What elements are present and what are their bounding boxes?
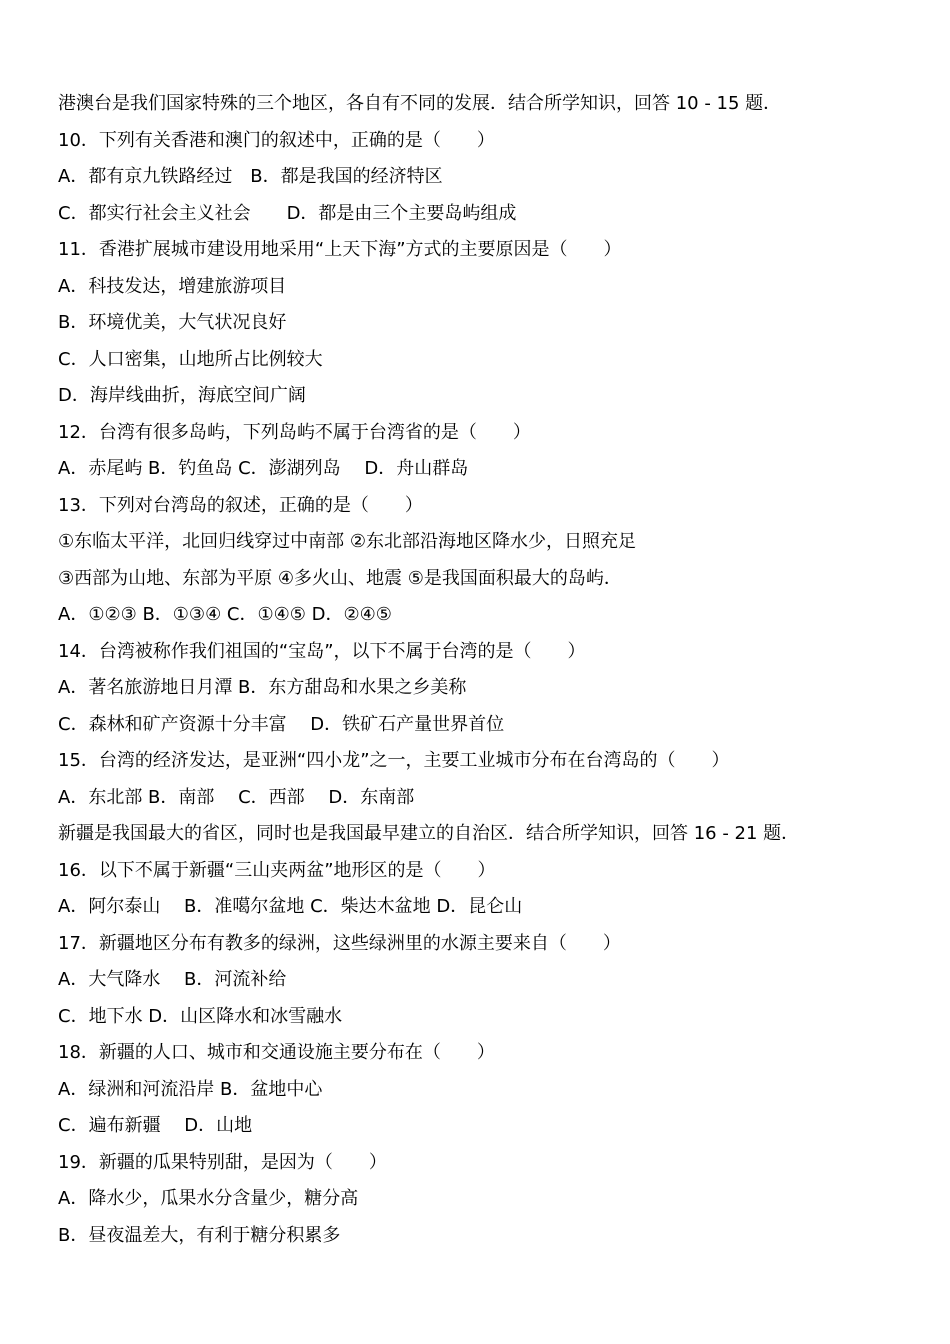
question-11-option-b: B．环境优美，大气状况良好 [58,312,287,333]
question-19-option-a: A．降水少，瓜果水分含量少，糖分高 [58,1188,359,1209]
document-page [58,86,918,1254]
question-12: 12．台湾有很多岛屿，下列岛屿不属于台湾省的是（ ） [58,421,531,443]
intro-xinjiang: 新疆是我国最大的省区，同时也是我国最早建立的自治区．结合所学知识，回答 16 - 21 题． [58,823,800,844]
question-19: 19．新疆的瓜果特别甜，是因为（ ） [58,1151,387,1173]
question-16: 16．以下不属于新疆“三山夹两盆”地形区的是（ ） [58,859,496,881]
question-13-statements-1: ①东临太平洋，北回归线穿过中南部 ②东北部沿海地区降水少，日照充足 [58,531,636,552]
question-11-option-c: C．人口密集，山地所占比例较大 [58,348,323,370]
question-11: 11．香港扩展城市建设用地采用“上天下海”方式的主要原因是（ ） [58,239,622,260]
question-13-options: A．①②③ B．①③④ C．①④⑤ D．②④⑤ [58,604,392,625]
question-10: 10．下列有关香港和澳门的叙述中，正确的是（ ） [58,129,495,151]
question-17-options-ab: A．大气降水 B．河流补给 [58,969,287,990]
question-17-options-cd: C．地下水 D．山区降水和冰雪融水 [58,1005,343,1027]
question-14: 14．台湾被称作我们祖国的“宝岛”，以下不属于台湾的是（ ） [58,640,586,662]
question-18: 18．新疆的人口、城市和交通设施主要分布在（ ） [58,1042,495,1063]
question-18-options-cd: C．遍布新疆 D．山地 [58,1115,253,1136]
question-12-options: A．赤尾屿 B．钓鱼岛 C．澎湖列岛 D．舟山群岛 [58,458,469,479]
question-13: 13．下列对台湾岛的叙述，正确的是（ ） [58,494,423,516]
question-11-option-a: A．科技发达，增建旅游项目 [58,275,287,297]
question-15-options: A．东北部 B．南部 C．西部 D．东南部 [58,786,415,808]
intro-hk-macao-taiwan: 港澳台是我们国家特殊的三个地区，各自有不同的发展．结合所学知识，回答 10 - 15 题． [58,93,782,114]
question-10-options-ab: A．都有京九铁路经过 B．都是我国的经济特区 [58,166,443,187]
question-17: 17．新疆地区分布有教多的绿洲，这些绿洲里的水源主要来自（ ） [58,932,621,954]
question-18-options-ab: A．绿洲和河流沿岸 B．盆地中心 [58,1078,323,1100]
question-11-option-d: D．海岸线曲折，海底空间广阔 [58,385,306,406]
question-16-options: A．阿尔泰山 B．准噶尔盆地 C．柴达木盆地 D．昆仑山 [58,896,523,917]
question-19-option-b: B．昼夜温差大，有利于糖分积累多 [58,1224,341,1246]
question-13-statements-2: ③西部为山地、东部为平原 ④多火山、地震 ⑤是我国面积最大的岛屿． [58,567,622,589]
question-15: 15．台湾的经济发达，是亚洲“四小龙”之一，主要工业城市分布在台湾岛的（ ） [58,750,730,771]
question-10-options-cd: C．都实行社会主义社会 D．都是由三个主要岛屿组成 [58,202,517,224]
question-14-options-cd: C．森林和矿产资源十分丰富 D．铁矿石产量世界首位 [58,713,505,735]
question-14-options-ab: A．著名旅游地日月潭 B．东方甜岛和水果之乡美称 [58,677,467,698]
